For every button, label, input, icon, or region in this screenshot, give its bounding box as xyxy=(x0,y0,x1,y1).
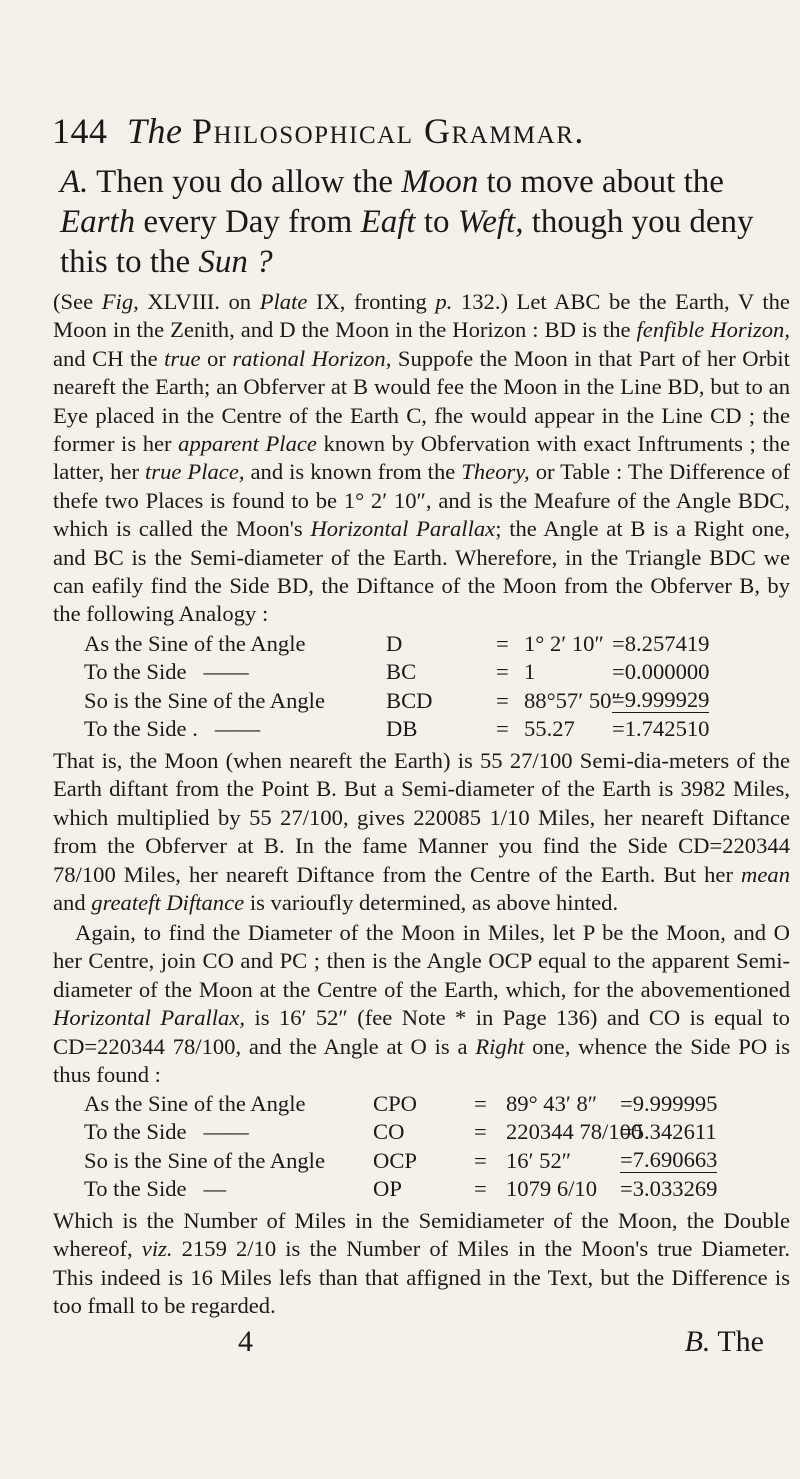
row-angle: CO xyxy=(373,1119,405,1145)
row-eq: = xyxy=(496,687,509,713)
p1-s9: or Table : The Difference of thefe two Places is found to be 1° 2′ 10″, and is the Meafure of the Angle BDC, which is called the Moon's xyxy=(53,459,791,542)
paragraph-distance xyxy=(53,747,790,917)
row-dash: —— xyxy=(203,659,249,685)
row-eq: = xyxy=(496,659,509,685)
row-angle: CPO xyxy=(373,1091,417,1116)
row-label-text: To the Side xyxy=(84,659,187,685)
p1-rational-horizon: rational Horizon, xyxy=(232,345,392,371)
row-dash: —— xyxy=(214,716,261,742)
row-label: So is the Sine of the Angle xyxy=(84,687,325,713)
analogy-table-2 xyxy=(0,1091,800,1205)
p1-s3: IX, fronting xyxy=(315,289,427,314)
q-to: to xyxy=(423,204,450,240)
paragraph-diameter xyxy=(53,919,790,1089)
row-eq: = xyxy=(496,716,509,742)
row-label xyxy=(84,1176,226,1202)
paragraph-parallax xyxy=(53,288,790,629)
row-eq: = xyxy=(474,1176,487,1202)
p1-true: true xyxy=(164,345,201,371)
p3-viz: viz. xyxy=(141,1236,173,1262)
q-moon: Moon xyxy=(401,164,479,200)
p1-true-place: true Place, xyxy=(145,459,245,485)
header-the: The xyxy=(127,111,183,151)
table-row xyxy=(0,1091,800,1119)
row-label-text: To the Side xyxy=(84,1119,187,1145)
row-log: =5.342611 xyxy=(620,1119,717,1145)
row-value: 1° 2′ 10″ xyxy=(524,631,604,656)
running-header xyxy=(52,110,585,152)
p1-s8: and is known from the xyxy=(250,459,456,485)
row-log: =8.257419 xyxy=(612,631,710,656)
table-row xyxy=(0,631,800,659)
paragraph-conclusion xyxy=(53,1207,790,1321)
row-angle: OP xyxy=(373,1176,402,1202)
row-value: 55.27 xyxy=(524,716,575,742)
p1-s7: known by Obfervation with exact Inftruments ; the latter, her xyxy=(53,431,790,485)
row-eq: = xyxy=(474,1091,487,1116)
row-log: =1.742510 xyxy=(612,716,710,742)
p2-s1: Again, to find the Diameter of the Moon in Miles, let P be the Moon, and O her Centre, join CO and PC ; then is the Angle OCP equal to the apparent Semi-diameter of the Moon at the Centre of the Earth, which, for the abovementioned xyxy=(53,920,790,1002)
p2-right: Right xyxy=(475,1033,525,1059)
row-value: 89° 43′ 8″ xyxy=(506,1091,598,1116)
catchword-b: B. xyxy=(684,1325,711,1358)
p1-horizontal-parallax: Horizontal Parallax xyxy=(310,516,496,542)
p1b-text: That is, the Moon (when neareft the Earth) is 55 27/100 Semi-dia-meters of the Earth diftant from the Point B. But a Semi-diameter of the Earth is 3982 Miles, which multiplied by 55 27/100, gives 220085 1/10 Miles, her neareft Diftance from the Obferver at B. In the fame Manner you find the Side CD=220344 78/100 Miles, her neareft Diftance from the Centre of the Earth. But her xyxy=(53,748,790,887)
p1-or: or xyxy=(207,345,226,371)
row-label xyxy=(84,716,260,742)
p1-s6: Suppofe the Moon in that Part of her Orbit neareft the Earth; an Obferver at B would fee the Moon in the Line BD, but to an Eye placed in the Centre of the Earth C, fhe would appear in the Line CD ; the former is her xyxy=(53,345,790,457)
q-part4: though you deny this to the xyxy=(60,204,754,280)
row-log: =9.999929 xyxy=(612,686,710,712)
row-value: 1 xyxy=(524,659,536,685)
row-angle: BC xyxy=(386,659,417,685)
p1-theory: Theory, xyxy=(461,459,530,485)
row-angle: BCD xyxy=(386,687,433,713)
table-row xyxy=(0,1176,800,1204)
row-label: As the Sine of the Angle xyxy=(84,1091,306,1116)
q-part3: every Day from xyxy=(143,204,353,240)
row-label-text: To the Side xyxy=(84,1176,187,1202)
question-text xyxy=(60,162,790,282)
row-value: 16′ 52″ xyxy=(506,1147,572,1173)
row-dash: — xyxy=(203,1176,227,1202)
speaker-a: A. xyxy=(60,164,89,200)
row-eq: = xyxy=(496,631,509,656)
q-part2: to move about the xyxy=(486,164,724,200)
header-title: Philosophical Grammar. xyxy=(192,111,585,151)
table-row xyxy=(0,688,800,716)
signature-mark: 4 xyxy=(238,1325,253,1358)
p1b-greatest: greateft Diftance xyxy=(91,890,245,916)
analogy-table-1 xyxy=(0,631,800,745)
row-label: As the Sine of the Angle xyxy=(84,631,306,656)
row-eq: = xyxy=(474,1119,487,1145)
row-angle: DB xyxy=(386,716,418,742)
table-row xyxy=(0,659,800,687)
p2-s3: one, whence the Side PO is thus found : xyxy=(53,1033,791,1088)
row-log: =9.999995 xyxy=(620,1091,718,1116)
row-value: 220344 78/100 xyxy=(506,1119,643,1145)
p1b-and: and xyxy=(53,890,86,916)
row-value: 88°57′ 50″ xyxy=(524,687,621,713)
row-label-text: To the Side . xyxy=(84,716,198,742)
p1-sensible-horizon: fenfible Horizon, xyxy=(636,317,790,343)
row-label: So is the Sine of the Angle xyxy=(84,1147,325,1173)
row-label xyxy=(84,659,249,685)
p3-s2: 2159 2/10 is the Number of Miles in the Moon's true Diameter. This indeed is 16 Miles lefs than that affigned in the Text, but the Difference is too fmall to be regarded. xyxy=(53,1236,790,1319)
row-log: =0.000000 xyxy=(612,659,710,685)
table-row xyxy=(0,1119,800,1147)
row-log: =3.033269 xyxy=(620,1176,718,1202)
table-row xyxy=(0,1148,800,1176)
row-eq: = xyxy=(474,1147,487,1173)
q-earth: Earth xyxy=(60,204,136,240)
p1-s4: 132.) Let ABC be the Earth, V the Moon in the Zenith, and D the Moon in the Horizon : BD is the xyxy=(53,289,790,343)
p1-s10: ; the Angle at B is a Right one, and BC is the Semi-diameter of the Earth. Wherefore, in the Triangle BDC we can eafily find the Side BD, the Diftance of the Moon from the Obferver B, by the following Analogy : xyxy=(53,516,791,627)
p1b-mean: mean xyxy=(741,861,790,887)
row-dash: —— xyxy=(203,1119,249,1145)
row-value: 1079 6/10 xyxy=(506,1176,598,1202)
page-number: 144 xyxy=(52,111,108,151)
p1-s2: XLVIII. on xyxy=(147,289,252,314)
p1b-end: is varioufly determined, as above hinted. xyxy=(249,890,619,916)
p1-s1: (See xyxy=(53,289,94,314)
row-label xyxy=(84,1119,249,1145)
p3-s1: Which is the Number of Miles in the Semidiameter of the Moon, the Double whereof, xyxy=(53,1208,790,1262)
catchword xyxy=(685,1325,764,1359)
catchword-text: The xyxy=(717,1325,764,1358)
table-row xyxy=(0,716,800,744)
p1-apparent-place: apparent Place xyxy=(178,431,317,457)
q-sun: Sun ? xyxy=(198,244,273,280)
row-angle: OCP xyxy=(373,1147,417,1173)
p1-plate: Plate xyxy=(259,289,308,314)
p1-fig: Fig, xyxy=(101,289,139,314)
p2-s2: is 16′ 52″ (fee Note * in Page 136) and CO is equal to CD=220344 78/100, and the Angle at O is a xyxy=(53,1005,790,1059)
p1-s5: and CH the xyxy=(53,345,158,371)
q-east: Eaft xyxy=(360,204,416,240)
row-log: =7.690663 xyxy=(620,1146,718,1172)
row-angle: D xyxy=(386,631,403,656)
q-west: Weft, xyxy=(457,204,524,240)
q-part1: Then you do allow the xyxy=(96,164,394,200)
p1-p: p. xyxy=(435,289,453,314)
p2-horizontal-parallax: Horizontal Parallax, xyxy=(53,1005,246,1031)
